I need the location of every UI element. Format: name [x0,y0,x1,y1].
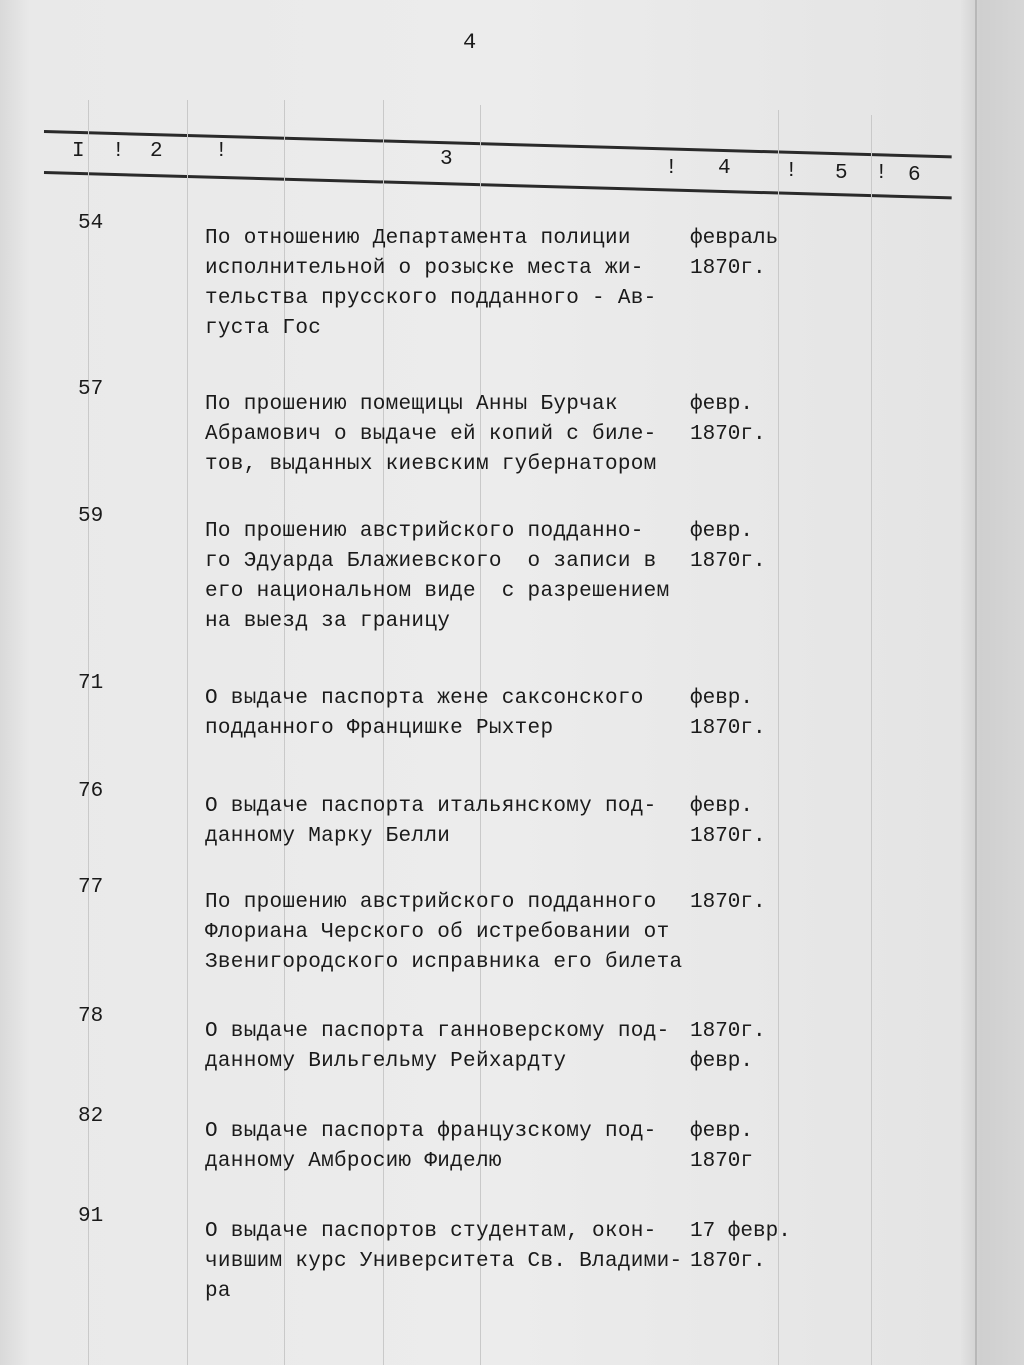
header-sep: ! [875,162,888,185]
date-line: 1870г [690,1150,754,1173]
date-line: 1870г. [690,550,766,573]
entry-date [690,390,766,450]
entry-date [690,1017,766,1077]
description-line: ра [205,1280,231,1303]
header-sep: ! [112,140,125,163]
header-col-3: 3 [440,148,453,171]
header-col-5: 5 [835,162,848,185]
description-line: По прошению австрийского подданно- [205,520,644,543]
header-sep: ! [215,140,228,163]
date-line: февр. [690,1120,754,1143]
entry-date [690,1217,791,1277]
date-line: 1870г. [690,257,766,280]
header-sep: ! [785,160,798,183]
description-line: густа Гос [205,317,322,340]
column-rule [88,100,89,1365]
date-line: 17 февр. [690,1220,791,1243]
description-line: О выдаче паспортов студентам, окон- [205,1220,657,1243]
entry-number: 82 [78,1105,104,1128]
page-number: 4 [463,30,477,55]
description-line: тельства прусского подданного - Ав- [205,287,657,310]
page-edge [975,0,977,1365]
description-line: О выдаче паспорта итальянскому под- [205,795,657,818]
date-line: 1870г. [690,717,766,740]
entry-number: 77 [78,876,104,899]
entry-date [690,888,766,918]
description-line: По прошению австрийского подданного [205,891,657,914]
date-line: февраль [690,227,779,250]
date-line: февр. [690,520,754,543]
header-sep: ! [665,157,678,180]
entry-number: 76 [78,780,104,803]
entry-number: 54 [78,212,104,235]
entry-date [690,792,766,852]
entry-description [205,517,669,637]
date-line: 1870г. [690,1020,766,1043]
entry-date [690,684,766,744]
header-col-1: I [72,140,85,163]
description-line: Звенигородского исправника его билета [205,951,683,974]
entry-description [205,224,657,344]
date-line: февр. [690,795,754,818]
entry-date [690,517,766,577]
description-line: данному Амбросию Фиделю [205,1150,502,1173]
description-line: тов, выданных киевским губернатором [205,453,657,476]
description-line: го Эдуарда Блажиевского о записи в [205,550,657,573]
entry-number: 59 [78,505,104,528]
description-line: его национальном виде с разрешением [205,580,670,603]
column-rule [778,110,779,1365]
description-line: чившим курс Университета Св. Владими- [205,1250,683,1273]
date-line: 1870г. [690,825,766,848]
entry-date [690,224,778,284]
header-col-6: 6 [908,164,921,187]
column-rule [871,115,872,1365]
date-line: 1870г. [690,891,766,914]
header-col-4: 4 [718,157,731,180]
date-line: 1870г. [690,1250,766,1273]
description-line: По прошению помещицы Анны Бурчак [205,393,618,416]
header-rule-top [44,130,952,158]
date-line: февр. [690,1050,754,1073]
date-line: 1870г. [690,423,766,446]
entry-description [205,1217,682,1307]
entry-description [205,792,657,852]
date-line: февр. [690,393,754,416]
description-line: Абрамович о выдаче ей копий с биле- [205,423,657,446]
description-line: О выдаче паспорта жене саксонского [205,687,644,710]
description-line: исполнительной о розыске места жи- [205,257,644,280]
entry-number: 91 [78,1205,104,1228]
entry-description [205,1117,657,1177]
description-line: О выдаче паспорта ганноверскому под- [205,1020,670,1043]
description-line: подданного Францишке Рыхтер [205,717,554,740]
entry-number: 57 [78,378,104,401]
entry-date [690,1117,753,1177]
description-line: на выезд за границу [205,610,451,633]
header-rule-bottom [44,171,952,199]
entry-description [205,684,644,744]
description-line: О выдаче паспорта французскому под- [205,1120,657,1143]
column-rule [187,100,188,1365]
entry-description [205,1017,669,1077]
entry-number: 78 [78,1005,104,1028]
date-line: февр. [690,687,754,710]
description-line: Флориана Черского об истребовании от [205,921,670,944]
description-line: данному Марку Белли [205,825,451,848]
entry-description [205,888,682,978]
description-line: данному Вильгельму Рейхардту [205,1050,567,1073]
header-col-2: 2 [150,140,163,163]
entry-number: 71 [78,672,104,695]
entry-description [205,390,657,480]
description-line: По отношению Департамента полиции [205,227,631,250]
